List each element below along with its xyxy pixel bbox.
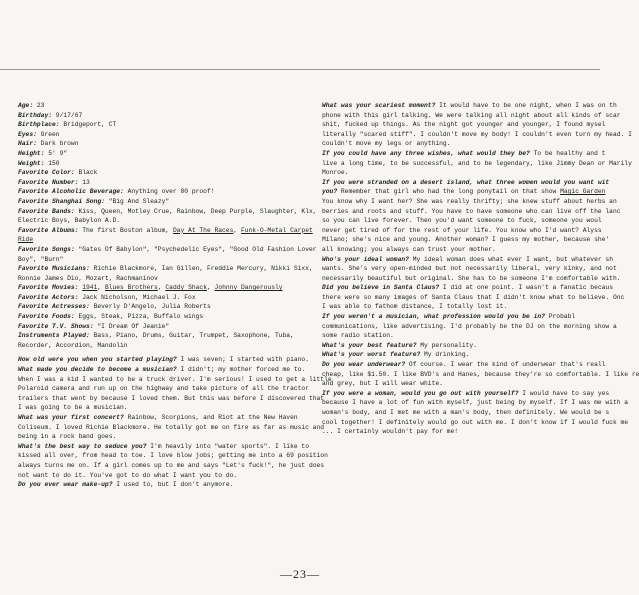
text-line	[322, 350, 600, 360]
text-line	[18, 384, 309, 394]
text-line	[18, 264, 313, 274]
text-line	[18, 111, 300, 121]
text-line	[322, 302, 600, 312]
text-line	[322, 111, 621, 121]
text-line	[322, 322, 617, 332]
question-label: Favorite Actors:	[18, 293, 79, 301]
text-line	[18, 355, 309, 365]
text-line	[322, 120, 606, 130]
question-label: How old were you when you started playing?	[18, 356, 177, 364]
answer-text: Of course. I wear the kind of underwear that's reall	[405, 361, 606, 369]
answer-text: 150	[44, 159, 60, 167]
text-line	[18, 461, 325, 471]
answer-text: so you can live forever. Then you'd want someone to fuck, someone you woul	[322, 217, 602, 225]
title-text: Day At The Races	[172, 226, 234, 234]
answer-text: 13	[78, 178, 90, 186]
text-line	[322, 207, 621, 217]
answer-text: Boy", "Burn"	[18, 255, 64, 263]
answer-text: I was able to fathom distance, I totally lost it.	[322, 303, 508, 311]
answer-text: I did at one point. I wasn't a fanatic becaus	[439, 284, 613, 292]
question-label: What made you decide to become a musician?	[18, 366, 177, 374]
answer-text: trailers that went by because I loved them. But this was before I discovered that	[18, 394, 325, 402]
answer-text: When I was a kid I wanted to be a truck driver. I'm serious! I used to get a little	[18, 375, 332, 383]
question-label: Eyes:	[18, 130, 37, 138]
text-line	[18, 302, 300, 312]
text-line	[322, 235, 610, 245]
question-label: What was your scariest moment?	[322, 102, 436, 109]
answer-text: Coliseum. I loved Richie Blackmore. He totally got me on fire as far as music and	[18, 423, 325, 431]
answer-text: "Big And Sleazy"	[104, 197, 170, 205]
text-line	[322, 331, 600, 341]
answer-text: Probabl	[544, 313, 576, 321]
text-line	[18, 423, 325, 433]
left-column	[18, 101, 332, 490]
question-label: Favorite Color:	[18, 169, 75, 177]
question-label: Favorite Actresses:	[18, 303, 90, 311]
answer-text: live a long time, to be successful, and to be legendary, like Jimmy Dean or Marily	[322, 159, 632, 167]
answer-text: literally "scared stiff". I couldn't move my body! I couldn't even turn my head. I	[322, 130, 632, 138]
text-line	[322, 418, 629, 428]
question-label: Favorite Movies:	[18, 284, 79, 292]
answer-text: I used to, but I don't anymore.	[112, 481, 234, 489]
text-line	[322, 312, 600, 322]
answer-text: communications, like advertising. I'd probably be the DJ on the morning show a	[322, 322, 617, 330]
answer-text: My drinking.	[420, 351, 470, 359]
text-line	[322, 293, 625, 303]
top-rule	[0, 69, 600, 70]
text-line	[18, 331, 300, 341]
answer-text: Bridgeport, CT	[59, 121, 117, 129]
text-line	[322, 187, 606, 197]
answer-text: being in a rock band goes.	[18, 433, 117, 441]
text-line	[18, 187, 300, 197]
text-line	[18, 322, 300, 332]
answer-text: kissed all over, from head to toe. I love blow jobs; getting me into a 69 position	[18, 452, 328, 460]
question-label: What's the best way to seduce you?	[18, 442, 147, 450]
text-line	[18, 235, 300, 245]
question-label: Favorite Foods:	[18, 313, 75, 321]
question-label: Favorite Songs:	[18, 245, 75, 253]
question-label: Birthday:	[18, 111, 53, 119]
answer-text: The first Boston album,	[78, 226, 173, 234]
answer-text: not want to do it. You've got to do what I want you to do.	[18, 471, 238, 479]
answer-text: Green	[36, 130, 60, 138]
text-line	[322, 168, 600, 178]
answer-text: necessarily beautiful but original. She has to be someone I'm comfortable with.	[322, 274, 621, 282]
answer-text: 9/17/67	[52, 111, 83, 119]
answer-text: there were so many images of Santa Claus that I didn't know what to believe. Onc	[322, 293, 625, 301]
answer-text: I'm heavily into "water sports". I like to	[146, 442, 309, 450]
answer-text: 23	[33, 102, 45, 109]
answer-text: Dark brown	[36, 140, 79, 148]
text-line	[18, 375, 332, 385]
text-line	[322, 427, 600, 437]
text-line	[322, 255, 613, 265]
answer-text: Richie Blackmore, Ian Gillen, Freddie Mercury, Nikki Sixx,	[89, 265, 313, 273]
text-line	[18, 216, 300, 226]
title-text: Ride	[18, 236, 34, 244]
page-number: —23—	[280, 567, 320, 581]
text-line	[322, 197, 617, 207]
answer-text: Beverly D'Angelo, Julia Roberts	[89, 303, 211, 311]
answer-text: I was going to be a musician.	[18, 404, 128, 412]
answer-text: couldn't move my legs or anything.	[322, 140, 451, 148]
text-line	[322, 341, 600, 351]
question-label: Favorite Shanghai Song:	[18, 197, 105, 205]
answer-text: Polaroid camera and run up on the highway and take picture of all the tractor	[18, 385, 309, 393]
text-line	[18, 403, 300, 413]
text-line	[18, 139, 300, 149]
answer-text: Recorder, Accordion, Mandolin	[18, 341, 128, 349]
text-line	[322, 379, 600, 389]
question-label: you?	[322, 188, 338, 196]
answer-text: It would have to be one night, when I was on th	[435, 102, 617, 109]
text-line	[18, 178, 300, 188]
question-label: Favorite T.V. Shows:	[18, 322, 94, 330]
title-text: Caddy Shack	[165, 284, 207, 292]
text-line	[18, 149, 300, 159]
answer-text: ,	[97, 284, 105, 292]
question-label: If you were stranded on a desert island, what three women would you want wit	[322, 178, 610, 186]
answer-text: My ideal woman does what ever I want, but whatever sh	[408, 255, 613, 263]
text-line	[322, 274, 621, 284]
question-label: Favorite Musicians:	[18, 265, 90, 273]
question-label: Favorite Alcoholic Beverage:	[18, 188, 124, 196]
answer-text: cool together! I definitely would go out with me. I don't know if I would fuck me	[322, 418, 629, 426]
answer-text: some radio station.	[322, 332, 394, 340]
text-line	[18, 197, 300, 207]
text-line	[18, 120, 300, 130]
text-line	[18, 394, 325, 404]
text-line	[322, 101, 617, 111]
text-line	[322, 159, 632, 169]
text-line	[322, 226, 600, 236]
question-label: Favorite Number:	[18, 178, 79, 186]
answer-text: Bass, Piano, Drums, Guitar, Trumpet, Saxophone, Tuba,	[89, 332, 294, 340]
question-label: Favorite Albums:	[18, 226, 79, 234]
answer-text: Rainbow, Scorpions, and Riot at the New Haven	[123, 414, 298, 421]
answer-text: shit, fucked up things. As the night got younger and younger, I found mysel	[322, 121, 606, 129]
answer-text: My personality.	[416, 341, 477, 349]
text-line	[18, 293, 300, 303]
text-line	[18, 274, 300, 284]
text-line	[18, 480, 300, 490]
title-text: Blues Brothers	[104, 284, 158, 292]
question-label: Instruments Played:	[18, 332, 90, 340]
text-line	[18, 442, 309, 452]
answer-text: ,	[233, 226, 241, 234]
text-line	[18, 101, 300, 111]
question-label: If you were a woman, would you go out with yourself?	[322, 389, 519, 397]
answer-text: Electric Boys, Babylon A.D.	[18, 217, 121, 225]
answer-text: ,	[206, 284, 215, 292]
answer-text: ,	[157, 284, 166, 292]
answer-text: Black	[74, 169, 98, 177]
answer-text: wants. She's very open-minded but not necessarily liberal, very kinky, and not	[322, 265, 617, 273]
question-label: Do you ever wear make-up?	[18, 481, 113, 489]
text-line	[18, 226, 313, 236]
question-label: What's your worst feature?	[322, 351, 421, 359]
answer-text: cheap, like $1.50. I like BVD's and Hanes, because they're so comfortable. I like re	[322, 370, 639, 378]
answer-text: Remember that girl who had the long ponytail on that show	[337, 188, 561, 196]
answer-text: all knowing; you always can trust your mother.	[322, 245, 496, 253]
answer-text: I didn't; my mother forced me to.	[176, 366, 306, 374]
text-line	[322, 360, 606, 370]
answer-text: To be healthy and t	[529, 149, 606, 157]
question-label: If you weren't a musician, what profession would you be in?	[322, 313, 545, 321]
text-line	[322, 149, 606, 159]
question-label: Birthplace:	[18, 121, 60, 129]
text-line	[322, 178, 610, 188]
text-line	[322, 139, 600, 149]
text-line	[18, 159, 300, 169]
answer-text: "I Dream Of Jeanie"	[93, 322, 170, 330]
text-line	[322, 408, 610, 418]
answer-text: Kiss, Queen, Motley Crue, Rainbow, Deep Purple, Slaughter, Klx,	[74, 207, 317, 215]
question-label: Favorite Bands:	[18, 207, 75, 215]
text-line	[18, 312, 300, 322]
question-label: If you could have any three wishes, what would they be?	[322, 149, 530, 157]
answer-text: Anything over 80 proof!	[123, 188, 215, 196]
answer-text: and grey, but I will wear white.	[322, 380, 443, 388]
text-line	[18, 471, 300, 481]
text-line	[322, 245, 600, 255]
question-label: Hair:	[18, 140, 37, 148]
text-line	[322, 264, 617, 274]
answer-text: Jack Nicholson, Michael J. Fox	[78, 293, 196, 301]
answer-text: Milano; she's nice and young. Another woman? I guess my mother, because she'	[322, 236, 610, 244]
text-line	[18, 451, 328, 461]
answer-text: never get tired of for the rest of your life. You know who I'd want? Alyss	[322, 226, 602, 234]
answer-text: Eggs, Steak, Pizza, Buffalo wings	[74, 313, 204, 321]
answer-text: Monroe.	[322, 169, 349, 177]
text-line	[322, 370, 639, 380]
question-label: Who's your ideal woman?	[322, 255, 409, 263]
answer-text: always turns me on. If a girl comes up to me and says "Let's fuck!", he just does	[18, 461, 325, 469]
answer-text: phone with this girl talking. We were talking all night about all kinds of scar	[322, 111, 621, 119]
text-line	[18, 255, 300, 265]
answer-text: Ronnie James Dio, Mozart, Rachmaninov	[18, 274, 158, 282]
question-label: Do you wear underwear?	[322, 361, 406, 369]
title-text: 1941	[82, 284, 98, 292]
answer-text: You know why I want her? She was really thrifty; she knew stuff about herbs an	[322, 197, 617, 205]
answer-text: ... I certainly wouldn't pay for me!	[322, 428, 459, 436]
question-label: Age:	[18, 102, 34, 109]
text-line	[18, 168, 300, 178]
text-line	[322, 130, 632, 140]
text-line	[18, 283, 300, 293]
question-label: Weight:	[18, 159, 45, 167]
answer-text: woman's body, and I met me with a man's body, then definitely. We would be s	[322, 409, 610, 416]
text-line	[322, 398, 629, 408]
text-line	[18, 245, 317, 255]
title-text: Funk-O-Metal Carpet	[240, 226, 313, 234]
text-line	[322, 283, 613, 293]
text-line	[18, 365, 306, 375]
question-label: What was your first concert?	[18, 414, 124, 421]
right-column	[322, 101, 639, 437]
question-label: What's your best feature?	[322, 341, 417, 349]
answer-text: berries and roots and stuff. You have to have someone who can live off the lanc	[322, 207, 621, 215]
text-line	[18, 341, 300, 351]
question-label: Height:	[18, 149, 45, 157]
text-line	[322, 389, 610, 399]
text-line	[18, 432, 300, 442]
answer-text: "Gates Of Babylon", "Psychedelic Eyes", "Good Old Fashion Lover	[74, 245, 317, 253]
answer-text: because I have a lot of fun with myself, just being by myself. If I was me with a	[322, 399, 629, 407]
text-line	[322, 216, 600, 226]
question-label: Did you believe in Santa Claus?	[322, 284, 440, 292]
answer-text: I would have to say yes	[518, 389, 610, 397]
text-line	[18, 207, 317, 217]
answer-text: 5' 9"	[44, 149, 68, 157]
title-text: Magic Garden	[560, 188, 606, 196]
title-text: Johnny Dangerously	[214, 284, 283, 292]
answer-text: I was seven; I started with piano.	[176, 356, 309, 364]
text-line	[18, 413, 300, 423]
text-line	[18, 130, 300, 140]
